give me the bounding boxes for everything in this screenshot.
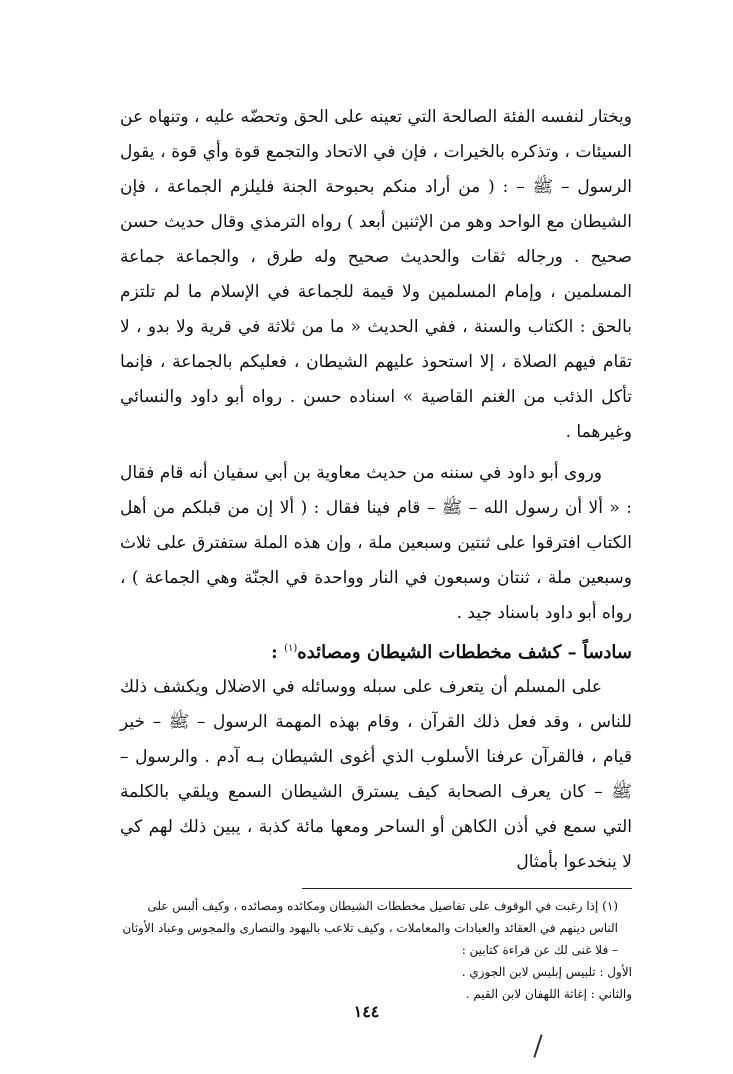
footnote-first-book: الأول : تلبيس إبليس لابن الجوزي . bbox=[461, 965, 632, 979]
section-heading bbox=[120, 631, 632, 670]
section-heading-colon: : bbox=[271, 642, 285, 663]
footnote-separator bbox=[302, 888, 632, 889]
footnote-marker: (١) bbox=[284, 643, 298, 654]
main-text bbox=[120, 100, 632, 880]
paragraph-3: على المسلم أن يتعرف على سبله ووسائله في الاضلال ويكشف ذلك للناس ، وقد فعل ذلك القرآن ، وقام بهذه المهمة الرسول – ﷺ – خير قيام ، فالقرآن عرفنا الأسلوب الذي أغوى الشيطان بـه آدم . والرسول – ﷺ – كان يعرف الصحابة كيف يسترق الشيطان السمع ويلقي بالكلمة التي سمع في أذن الكاهن أو الساحر ومعها مائة كذبة ، يبين ذلك لهم كي لا ينخدعوا بأمثال bbox=[120, 677, 632, 872]
footnote-second-book: والثاني : إغاثة اللهفان لابن القيم . bbox=[465, 987, 632, 1001]
page-number: ١٤٤ bbox=[353, 1002, 380, 1021]
pen-mark bbox=[533, 1034, 542, 1057]
paragraph-1: ويختار لنفسه الفئة الصالحة التي تعينه على الحق وتحضّه عليه ، وتنهاه عن السيئات ، وتذكره بالخيرات ، فإن في الاتحاد والتجمع قوة وأي قوة ، يقول الرسول – ﷺ – : ( من أراد منكم بحبوحة الجنة فليلزم الجماعة ، فإن الشيطان مع الواحد وهو من الإثنين أبعد ) رواه الترمذي وقال حديث حسن صحيح . ورجاله ثقات والحديث صحيح وله طرق ، والجماعة جماعة المسلمين ، وإمام المسلمين ولا قيمة للجماعة في الإسلام ما لم تلتزم بالحق : الكتاب والسنة ، ففي الحديث « ما من ثلاثة في قرية ولا بدو ، لا تقام فيهم الصلاة ، إلا استحوذ عليهم الشيطان ، فعليكم بالجماعة ، فإنما تأكل الذئب من الغنم القاصية » اسناده حسن . رواه أبو داود والنسائي وغيرهما . bbox=[120, 107, 632, 442]
footnote-1: (١) إذا رغبت في الوقوف على تفاصيل مخططات الشيطان ومكائده ومصائده ، وكيف ألبس على الناس دينهم في العقائد والعبادات والمعاملات ، وكيف تلاعب باليهود والنصارى والمجوس وعباد الأوثان – فلا غنى لك عن قراءة كتابين : bbox=[122, 899, 618, 957]
section-heading-text: سادساً – كشف مخططات الشيطان ومصائده bbox=[297, 642, 632, 663]
page-content bbox=[120, 100, 632, 1005]
paragraph-2: وروى أبو داود في سننه من حديث معاوية بن أبي سفيان أنه قام فقال : « ألا أن رسول الله – ﷺ – قام فينا فقال : ( ألا إن من قبلكم من أهل الكتاب افترقوا على ثنتين وسبعين ملة ، وإن هذه الملة ستفترق على ثلاث وسبعين ملة ، ثنتان وسبعون في النار وواحدة في الجنّة وهي الجماعة ) ، رواه أبو داود باسناد جيد . bbox=[120, 463, 632, 623]
footnotes bbox=[120, 895, 632, 1005]
